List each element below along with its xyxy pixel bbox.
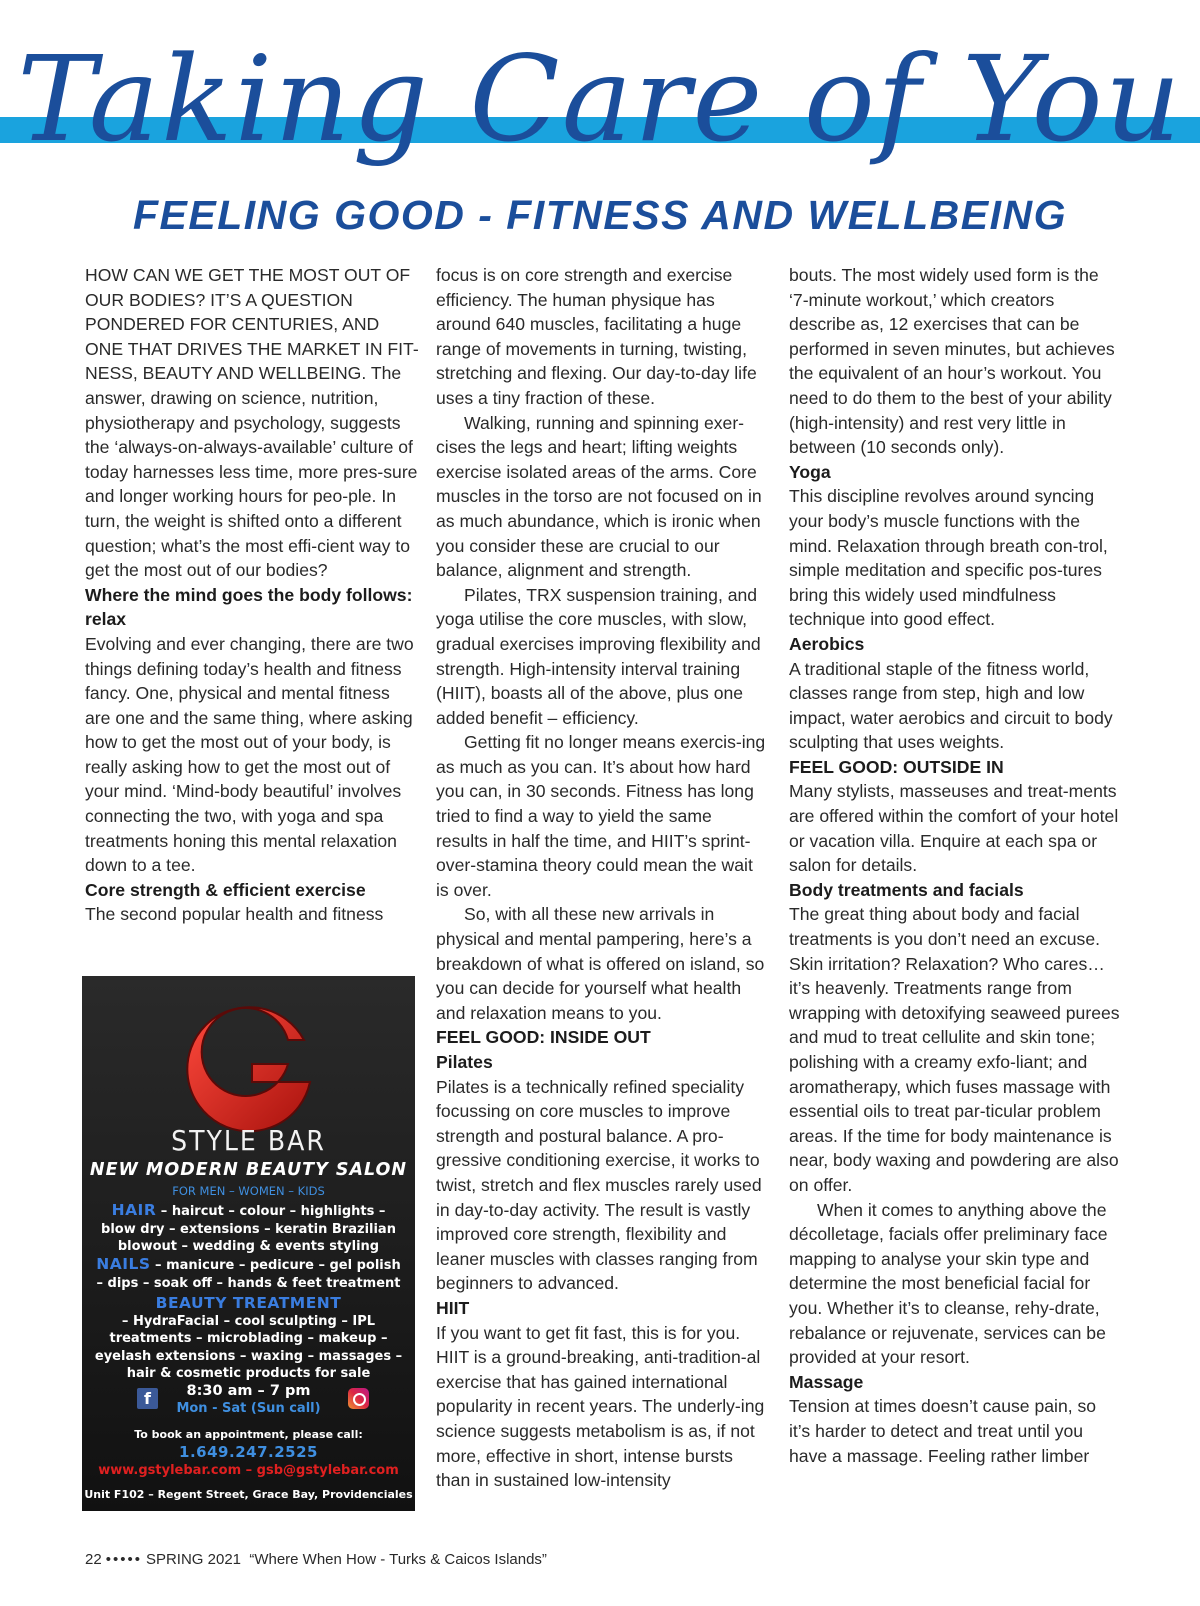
article-paragraph: A traditional staple of the fitness world, classes range from step, high and low impact, water aerobics and circuit to body sculpting that uses weights. [789, 658, 1113, 753]
article-paragraph: Many stylists, masseuses and treat-ments are offered within the comfort of your hotel or vacation villa. Enquire at each spa or salon for details. [789, 781, 1119, 876]
ad-phone-link[interactable]: 1.649.247.2525 [179, 1443, 318, 1461]
article-subheading: FEEL GOOD: INSIDE OUT [436, 1027, 651, 1048]
article-column-1 [85, 263, 420, 927]
article-paragraph: The second popular health and fitness [85, 904, 384, 925]
article-paragraph: Pilates, TRX suspension training, and yoga utilise the core muscles, with slow, gradual exercises improving flexibility and strength. High-intensity interval training (HIIT), boasts all of the above, plus one added benefit – efficiency. [436, 584, 761, 728]
ad-beauty-list: – HydraFacial – cool sculpting – IPL treatments – microblading – makeup – eyelash extensions – waxing – massages – hair & cosmetic products for sale [94, 1313, 403, 1381]
article-subheading: Where the mind goes the body follows: relax [85, 584, 413, 630]
article-paragraph: Tension at times doesn’t cause pain, so it’s harder to detect and treat until you have a massage. Feeling rather limber [789, 1396, 1097, 1466]
ad-brand-name: STYLE BAR [171, 1124, 326, 1157]
article-paragraph: focus is on core strength and exercise efficiency. The human physique has around 640 muscles, facilitating a huge range of movements in turning, twisting, stretching and flexing. Our day-to-day life uses a tiny fraction of these. [436, 265, 757, 408]
style-bar-advertisement[interactable] [82, 976, 415, 1511]
article-subheading: Yoga [789, 461, 831, 482]
ad-address: Unit F102 – Regent Street, Grace Bay, Providenciales [84, 1488, 413, 1501]
article-subheading: FEEL GOOD: OUTSIDE IN [789, 756, 1004, 777]
ad-beauty-heading: BEAUTY TREATMENT [155, 1294, 342, 1312]
facebook-icon[interactable]: f [137, 1388, 158, 1409]
ad-nails-list: – manicure – pedicure – gel polish – dips – soak off – hands & feet treatment [96, 1258, 401, 1291]
article-paragraph: Pilates is a technically refined speciality focussing on core muscles to improve strength and postural balance. A pro-gressive conditioning exercise, it works to twist, stretch and flex muscles rarely used in day-to-day activity. The result is vastly improved core strength, flexibility and leaner muscles with classes ranging from beginners to advanced. [436, 1076, 762, 1294]
ad-hair-list: – haircut – colour – highlights – blow dry – extensions – keratin Brazilian blowout – wedding & events styling [101, 1204, 396, 1254]
article-paragraph: So, with all these new arrivals in physical and mental pampering, here’s a breakdown of what is offered on island, so you can decide for yourself what health and relaxation means to you. [436, 904, 765, 1023]
article-subheading: HIIT [436, 1297, 470, 1318]
article-paragraph: This discipline revolves around syncing your body’s muscle functions with the mind. Relaxation through breath con-trol, simple meditation and specific pos-tures bring this widely used mindfulness technique into good effect. [789, 486, 1108, 630]
article-paragraph: Getting fit no longer means exercis-ing as much as you can. It’s about how hard you can, in 30 seconds. Fitness has long tried to find a way to yield the same results in half the time, and HIIT’s sprint-over-stamina theory could mean the wait is over. [436, 732, 766, 900]
ad-hair-services [82, 1202, 415, 1256]
ad-audience: FOR MEN – WOMEN – KIDS [172, 1184, 325, 1198]
article-paragraph: If you want to get fit fast, this is for you. HIIT is a ground-breaking, anti-tradition-al exercise that has gained international popularity in recent years. The underly-ing science suggests metabolism is as, if not more, effective in short, intense bursts than in sustained low-intensity [436, 1322, 765, 1491]
ad-hours-days: Mon - Sat (Sun call) [176, 1401, 321, 1416]
article-subheading: Massage [789, 1371, 864, 1392]
footer-dots: ••••• [105, 1551, 142, 1568]
ad-tagline: NEW MODERN BEAUTY SALON [89, 1160, 408, 1180]
ad-beauty-services [82, 1295, 415, 1383]
page-number: 22 [85, 1551, 102, 1568]
ad-booking-prompt: To book an appointment, please call: [134, 1428, 363, 1441]
article-paragraph: Evolving and ever changing, there are two things defining today’s health and fitness fancy. One, physical and mental fitness are one and the same thing, where asking how to get the most out of your body, is really asking how to get the most out of your mind. ‘Mind-body beautiful’ involves connecting the two, with yoga and spa treatments honing this mental relaxation down to a tee. [85, 633, 414, 876]
article-column-3 [789, 263, 1121, 1468]
article-subheading: Core strength & efficient exercise [85, 879, 366, 900]
ad-nails-services [82, 1256, 415, 1292]
page-footer [85, 1551, 547, 1568]
footer-issue: SPRING 2021 [145, 1551, 241, 1568]
ad-hours-time: 8:30 am – 7 pm [186, 1383, 311, 1399]
footer-publication: “Where When How - Turks & Caicos Islands” [249, 1551, 547, 1568]
article-paragraph: When it comes to anything above the décolletage, facials offer preliminary face mapping to analyse your skin type and determine the most beneficial facial for you. Whether it’s to cleanse, rehy-drate, rebalance or rejuvenate, services can be provided at your resort. [789, 1199, 1108, 1368]
article-paragraph: bouts. The most widely used form is the ‘7-minute workout,’ which creators describe as, 12 exercises that can be performed in seven minutes, but achieves the equivalent of an hour’s workout. You need to do them to the best of your ability (high-intensity) and rest very little in between (10 seconds only). [789, 265, 1115, 458]
article-subheading: Aerobics [789, 633, 865, 654]
ad-hours [82, 1382, 415, 1418]
page-title: Taking Care of You [17, 30, 1183, 168]
article-paragraph: HOW CAN WE GET THE MOST OUT OF OUR BODIES? IT’S A QUESTION PONDERED FOR CENTURIES, AND ONE THAT DRIVES THE MARKET IN FIT-NESS, BEAUTY AND WELLBEING. The answer, drawing on science, nutrition, physiotherapy and psychology, suggests the ‘always-on-always-available’ culture of today harnesses less time, more pres-sure and longer working hours for peo-ple. In turn, the weight is shifted onto a different question; what’s the most effi-cient way to get the most out of our bodies? [85, 265, 419, 581]
article-paragraph: Walking, running and spinning exer-cises the legs and heart; lifting weights exercise isolated areas of the arms. Core muscles in the torso are not focused on in as much abundance, which is ironic when you consider these are crucial to our balance, alignment and strength. [436, 412, 762, 581]
article-column-2 [436, 263, 768, 1493]
ad-website-link[interactable]: www.gstylebar.com – gsb@gstylebar.com [98, 1463, 399, 1478]
ad-nails-heading: NAILS [96, 1255, 151, 1273]
article-paragraph: The great thing about body and facial treatments is you don’t need an excuse. Skin irritation? Relaxation? Who cares… it’s heavenly. Treatments range from wrapping with detoxifying seaweed purees and mud to treat cellulite and skin tone; polishing with a creamy exfo-liant; and aromatherapy, which fuses massage with essential oils to treat par-ticular problem areas. If the time for body maintenance is near, body waxing and powdering are also on offer. [789, 904, 1120, 1195]
page-subtitle: FEELING GOOD - FITNESS AND WELLBEING [133, 192, 1067, 238]
article-subheading: Pilates [436, 1052, 493, 1072]
ad-hair-heading: HAIR [111, 1201, 157, 1219]
article-subheading: Body treatments and facials [789, 879, 1024, 900]
